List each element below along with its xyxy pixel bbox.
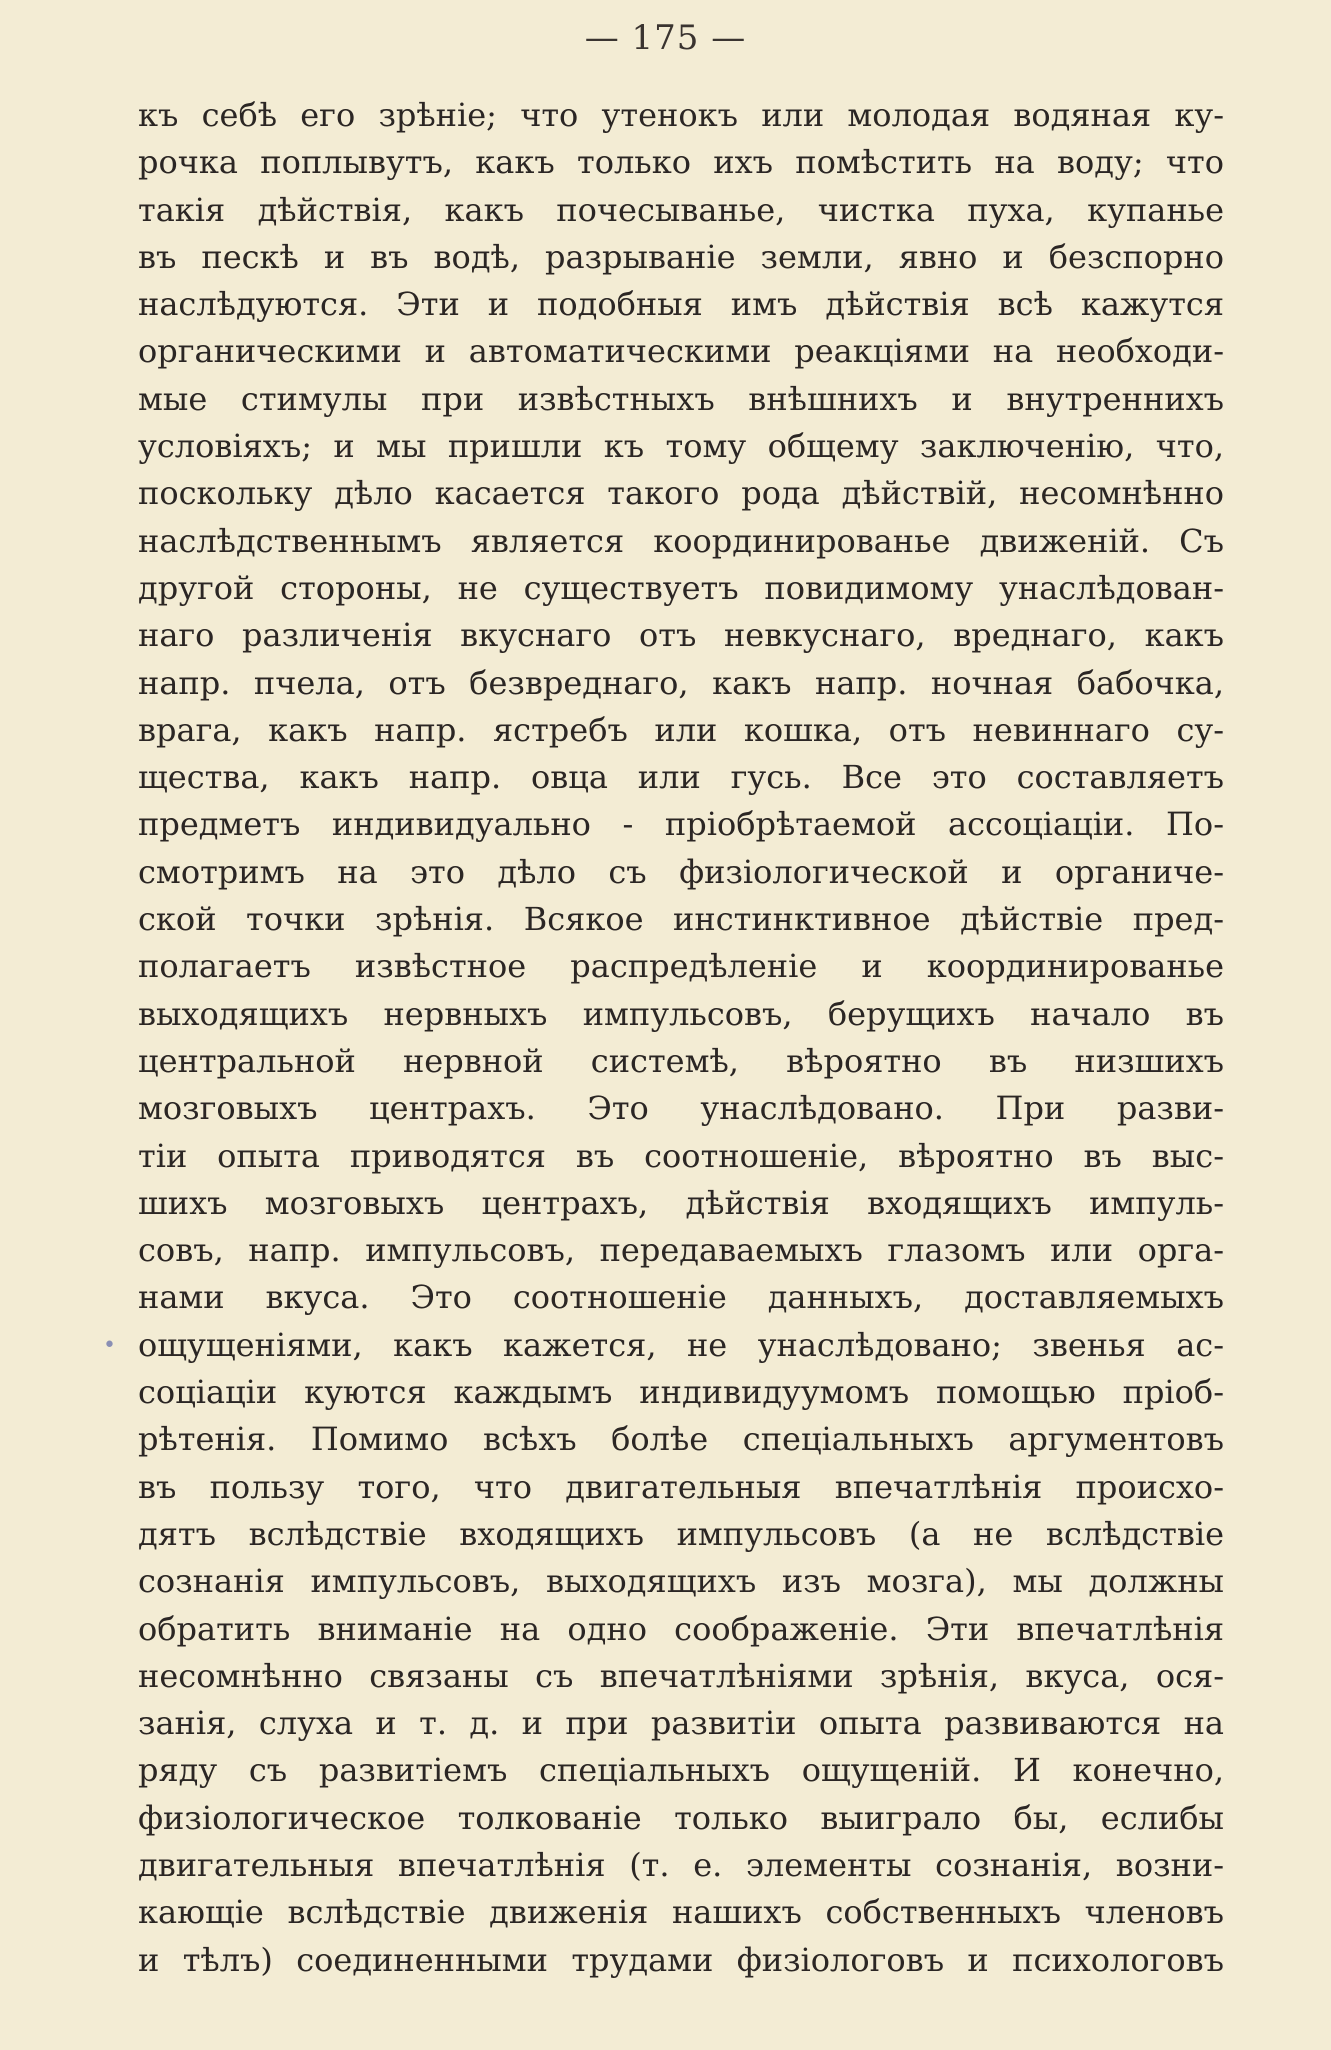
text-line: такія дѣйствія, какъ почесыванье, чистка пуха, купанье: [138, 190, 1224, 229]
text-line: сознанія импульсовъ, выходящихъ изъ мозга), мы должны: [138, 1562, 1224, 1601]
text-line: наго различенія вкуснаго отъ невкуснаго, вреднаго, какъ: [138, 616, 1224, 655]
text-line: мые стимулы при извѣстныхъ внѣшнихъ и внутреннихъ: [138, 379, 1224, 418]
text-line: двигательныя впечатлѣнія (т. е. элементы сознанія, возни-: [138, 1845, 1224, 1884]
text-line: центральной нервной системѣ, вѣроятно въ низшихъ: [138, 1041, 1224, 1080]
text-line: нами вкуса. Это соотношеніе данныхъ, доставляемыхъ: [138, 1278, 1224, 1317]
text-line: въ пользу того, что двигательныя впечатлѣнія происхо-: [138, 1467, 1224, 1506]
text-line: врага, какъ напр. ястребъ или кошка, отъ невиннаго су-: [138, 710, 1224, 749]
text-line: ской точки зрѣнія. Всякое инстинктивное дѣйствіе пред-: [138, 900, 1224, 939]
text-line: обратить вниманіе на одно соображеніе. Эти впечатлѣнія: [138, 1609, 1224, 1648]
text-line: выходящихъ нервныхъ импульсовъ, берущихъ начало въ: [138, 994, 1224, 1033]
text-line: соціаціи куются каждымъ индивидуумомъ помощью пріоб-: [138, 1373, 1224, 1412]
page-number: — 175 —: [584, 18, 747, 58]
text-line: ряду съ развитіемъ спеціальныхъ ощущеній. И конечно,: [138, 1751, 1224, 1790]
text-line: занія, слуха и т. д. и при развитіи опыта развиваются на: [138, 1704, 1224, 1743]
text-line: наслѣдуются. Эти и подобныя имъ дѣйствія всѣ кажутся: [138, 285, 1224, 324]
text-line: другой стороны, не существуетъ повидимому унаслѣдован-: [138, 568, 1224, 607]
text-line: шихъ мозговыхъ центрахъ, дѣйствія входящихъ импуль-: [138, 1183, 1224, 1222]
text-line: рѣтенія. Помимо всѣхъ болѣе спеціальныхъ аргументовъ: [138, 1420, 1224, 1459]
text-line: полагаетъ извѣстное распредѣленіе и координированье: [138, 947, 1224, 986]
text-line: мозговыхъ центрахъ. Это унаслѣдовано. При разви-: [138, 1089, 1224, 1128]
text-line: смотримъ на это дѣло съ физіологической и органиче-: [138, 852, 1224, 891]
margin-dot-mark: •: [103, 1333, 116, 1358]
body-text: [138, 92, 1224, 1984]
text-line: рочка поплывутъ, какъ только ихъ помѣстить на воду; что: [138, 143, 1224, 182]
text-line: напр. пчела, отъ безвреднаго, какъ напр. ночная бабочка,: [138, 663, 1224, 702]
text-line: органическими и автоматическими реакціями на необходи-: [138, 332, 1224, 371]
text-line: дятъ вслѣдствіе входящихъ импульсовъ (а не вслѣдствіе: [138, 1514, 1224, 1553]
text-line: совъ, напр. импульсовъ, передаваемыхъ глазомъ или орга-: [138, 1231, 1224, 1270]
text-line: условіяхъ; и мы пришли къ тому общему заключенію, что,: [138, 427, 1224, 466]
text-line: наслѣдственнымъ является координированье движеній. Съ: [138, 521, 1224, 560]
text-line: кающіе вслѣдствіе движенія нашихъ собственныхъ членовъ: [138, 1893, 1224, 1932]
text-line: къ себѣ его зрѣніе; что утенокъ или молодая водяная ку-: [138, 96, 1224, 134]
text-line: въ пескѣ и въ водѣ, разрываніе земли, явно и безспорно: [138, 237, 1224, 276]
text-line: тіи опыта приводятся въ соотношеніе, вѣроятно въ выс-: [138, 1136, 1224, 1175]
text-line: физіологическое толкованіе только выиграло бы, еслибы: [138, 1798, 1224, 1837]
text-line: и тѣлъ) соединенными трудами физіологовъ и психологовъ: [138, 1940, 1224, 1979]
text-line: поскольку дѣло касается такого рода дѣйствій, несомнѣнно: [138, 474, 1224, 513]
text-line: щества, какъ напр. овца или гусь. Все это составляетъ: [138, 758, 1224, 797]
text-line: ощущеніями, какъ кажется, не унаслѣдовано; звенья ас-: [138, 1325, 1224, 1364]
text-line: несомнѣнно связаны съ впечатлѣніями зрѣнія, вкуса, ося-: [138, 1656, 1224, 1695]
text-line: предметъ индивидуально - пріобрѣтаемой ассоціаціи. По-: [138, 805, 1224, 844]
